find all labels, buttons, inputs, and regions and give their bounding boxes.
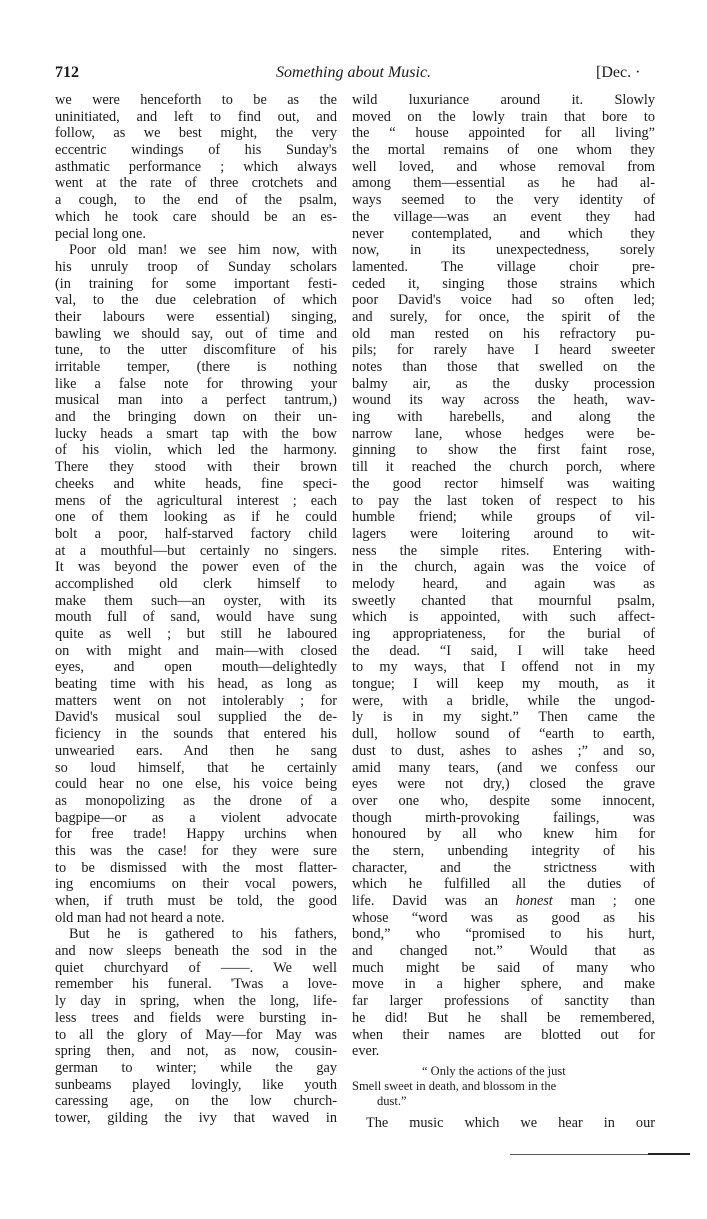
- text-line: [352, 326, 655, 343]
- line-text: over one who, despite some innocent,: [352, 792, 655, 809]
- text-line: [352, 192, 655, 209]
- line-text: till it reached the church porch, where: [352, 459, 655, 476]
- line-text: when their names are blotted out for: [352, 1026, 655, 1043]
- left-column: [55, 92, 337, 1127]
- line-text: beating time with his head, as long as: [55, 676, 337, 693]
- line-text: to all the glory of May—for May was: [55, 1026, 337, 1043]
- text-line: [55, 860, 337, 877]
- text-line: [55, 276, 337, 293]
- text-line: [55, 142, 337, 159]
- text-line: [352, 442, 655, 459]
- text-line: [352, 643, 655, 660]
- line-text: the “ house appointed for all living”: [352, 125, 655, 142]
- text-line: [55, 760, 337, 777]
- line-text: a cough, to the end of the psalm,: [55, 192, 337, 209]
- line-text: were, with a bridle, while the ungod-: [352, 692, 655, 709]
- line-text: of his violin, which led the harmony.: [55, 442, 337, 459]
- text-line: [55, 493, 337, 510]
- text-line: [352, 309, 655, 326]
- text-line: [352, 276, 655, 293]
- line-text: honoured by all who knew him for: [352, 826, 655, 843]
- line-text: to be dismissed with the most flatter-: [55, 859, 337, 876]
- line-text: sunbeams played lovingly, like youth: [55, 1076, 337, 1093]
- line-text: poor David's voice had so often led;: [352, 292, 655, 309]
- text-line: [55, 593, 337, 610]
- text-line: [55, 893, 337, 910]
- line-text: bagpipe—or as a violent advocate: [55, 809, 337, 826]
- text-line: [55, 376, 337, 393]
- line-text: narrow lane, whose hedges were be-: [352, 425, 655, 442]
- line-text: melody heard, and again was as: [352, 575, 655, 592]
- text-line: [352, 776, 655, 793]
- text-line: [55, 576, 337, 593]
- line-text: There they stood with their brown: [55, 459, 337, 476]
- text-line: [55, 960, 337, 977]
- quote-line: [352, 1094, 655, 1109]
- text-line: [352, 1010, 655, 1027]
- line-text: dull, hollow sound of “earth to earth,: [352, 726, 655, 743]
- line-text: mouth full of sand, would have sung: [55, 609, 337, 626]
- line-text: whose “word was as good as his: [352, 909, 655, 926]
- text-line: [55, 1060, 337, 1077]
- line-text: to pay the last token of respect to his: [352, 492, 655, 509]
- line-text: ing with harebells, and along the: [352, 409, 655, 426]
- line-text: matters went on not intolerably ; for: [55, 692, 337, 709]
- line-text: dust.”: [377, 1093, 407, 1108]
- line-text: among them—essential as he had al-: [352, 175, 655, 192]
- text-line: [352, 226, 655, 243]
- quote-line: [352, 1079, 655, 1094]
- line-text: ginning to show the first faint rose,: [352, 442, 655, 459]
- line-text: wild luxuriance around it. Slowly: [352, 92, 655, 108]
- text-line: [352, 1027, 655, 1044]
- text-line: [55, 709, 337, 726]
- line-text: which he fulfilled all the duties of: [352, 876, 655, 893]
- line-text: mens of the agricultural interest ; each: [55, 492, 337, 509]
- text-line: [55, 359, 337, 376]
- line-text: though mirth-provoking failings, was: [352, 809, 655, 826]
- text-line: [352, 175, 655, 192]
- line-text: eccentric windings of his Sunday's: [55, 142, 337, 159]
- text-line: [55, 442, 337, 459]
- line-text: the dead. “I said, I will take heed: [352, 642, 655, 659]
- text-line: [55, 1110, 337, 1127]
- text-line: [55, 509, 337, 526]
- line-text: like a false note for throwing your: [55, 375, 337, 392]
- text-line: [352, 760, 655, 777]
- line-text: could hear no one else, his voice being: [55, 776, 337, 793]
- line-text: balmy air, as the dusky procession: [352, 375, 655, 392]
- line-text: humble friend; while groups of vil-: [352, 509, 655, 526]
- text-line: [55, 392, 337, 409]
- text-line: [55, 342, 337, 359]
- line-text: It was beyond the power even of the: [55, 559, 337, 576]
- text-line: [55, 676, 337, 693]
- text-line: [55, 726, 337, 743]
- line-text: ceded it, singing those strains which: [352, 275, 655, 292]
- text-line: [352, 242, 655, 259]
- line-text: now, in its unexpectedness, sorely: [352, 242, 655, 259]
- text-line: [352, 659, 655, 676]
- line-text: unwearied ears. And then he sang: [55, 742, 337, 759]
- line-text: the stern, unbending integrity of his: [352, 842, 655, 859]
- text-line: [55, 1010, 337, 1027]
- text-line: [352, 843, 655, 860]
- line-text: when, if truth must be told, the good: [55, 893, 337, 909]
- line-text: quite as well ; but still he laboured: [55, 626, 337, 642]
- line-text: spring then, and not, as now, cousin-: [55, 1043, 337, 1060]
- text-line: [55, 543, 337, 560]
- line-text: make them such—an oyster, with its: [55, 592, 337, 609]
- line-text: life. David was an: [352, 893, 516, 909]
- line-text: much might be said of many who: [352, 959, 655, 976]
- line-text: The music which we hear in our: [366, 1114, 655, 1131]
- text-line: [352, 709, 655, 726]
- quote-line: [352, 1064, 655, 1079]
- text-line: [352, 159, 655, 176]
- text-line: [352, 693, 655, 710]
- text-line: [352, 209, 655, 226]
- line-text: ever.: [352, 1043, 380, 1060]
- text-line: [352, 576, 655, 593]
- line-text: as monopolizing as the drone of a: [55, 792, 337, 809]
- text-line: [55, 175, 337, 192]
- text-line: [352, 509, 655, 526]
- text-line: [55, 559, 337, 576]
- text-line: [352, 476, 655, 493]
- text-line: [55, 626, 337, 643]
- right-column: [352, 92, 655, 1132]
- text-line: [352, 826, 655, 843]
- line-text: Smell sweet in death, and blossom in the: [352, 1078, 557, 1093]
- text-line: [352, 342, 655, 359]
- running-date: [Dec. ·: [596, 64, 641, 81]
- line-text: val, to the due celebration of which: [55, 292, 337, 309]
- text-line: [352, 1115, 655, 1132]
- text-line: [352, 526, 655, 543]
- line-text: the good rector himself was waiting: [352, 475, 655, 492]
- text-line: [352, 910, 655, 927]
- line-text: bond,” who “promised to his hurt,: [352, 926, 655, 943]
- line-text: went at the rate of three crotchets and: [55, 175, 337, 192]
- line-text: and changed not.” Would that as: [352, 943, 655, 960]
- line-text: he did! But he shall be remembered,: [352, 1009, 655, 1026]
- line-text: ly is in my sight.” Then came the: [352, 709, 655, 726]
- line-text: his unruly troop of Sunday scholars: [55, 258, 337, 275]
- line-text: eyes, and open mouth—delightedly: [55, 659, 337, 676]
- line-text: ly day in spring, when the long, life-: [55, 993, 337, 1010]
- text-line: [352, 559, 655, 576]
- text-line: [352, 993, 655, 1010]
- line-text: ness the simple rites. Entering with-: [352, 542, 655, 559]
- running-title: Something about Music.: [275, 64, 432, 81]
- text-line: [55, 810, 337, 827]
- text-line: [352, 292, 655, 309]
- line-text: cheeks and white heads, fine speci-: [55, 475, 337, 492]
- line-text: ing encomiums on their vocal powers,: [55, 876, 337, 893]
- line-text: musical man into a perfect tantrum,): [55, 392, 337, 409]
- line-text: sweetly chanted that mournful psalm,: [352, 592, 655, 609]
- text-line: [352, 125, 655, 142]
- line-text: man ; one: [552, 893, 655, 909]
- text-line: [55, 910, 337, 927]
- text-line: [55, 743, 337, 760]
- text-line: [55, 459, 337, 476]
- line-text: notes than those that swelled on the: [352, 359, 655, 375]
- line-text: pecial long one.: [55, 225, 146, 242]
- line-text: tongue; I will keep my mouth, as it: [352, 676, 655, 693]
- text-line: [55, 943, 337, 960]
- line-text: their labours were essential) singing,: [55, 308, 337, 325]
- text-line: [352, 609, 655, 626]
- line-text: ways seemed to the very identity of: [352, 192, 655, 209]
- line-text: quiet churchyard of ——. We well: [55, 959, 337, 976]
- line-text: bawling we should say, out of time and: [55, 325, 337, 342]
- text-line: [55, 1043, 337, 1060]
- text-line: [352, 426, 655, 443]
- line-text: ficiency in the sounds that entered his: [55, 726, 337, 743]
- line-text: David's musical soul supplied the de-: [55, 709, 337, 726]
- text-line: [55, 926, 337, 943]
- text-line: [55, 242, 337, 259]
- text-line: [352, 926, 655, 943]
- page-number: 712: [55, 64, 79, 81]
- text-line: [55, 659, 337, 676]
- text-line: [352, 493, 655, 510]
- line-text: lamented. The village choir pre-: [352, 258, 655, 275]
- line-text: move in a higher sphere, and make: [352, 976, 655, 993]
- text-line: [352, 960, 655, 977]
- text-line: [55, 292, 337, 309]
- text-line: [352, 142, 655, 159]
- line-text: one of them looking as if he could: [55, 509, 337, 526]
- line-text: character, and the strictness with: [352, 859, 655, 876]
- text-line: [55, 526, 337, 543]
- line-text: which is appointed, with such affect-: [352, 609, 655, 626]
- line-text: so loud himself, that he certainly: [55, 759, 337, 776]
- text-line: [352, 359, 655, 376]
- line-text: on with might and main—with closed: [55, 642, 337, 659]
- text-line: [55, 1093, 337, 1110]
- text-line: [352, 743, 655, 760]
- text-line: [55, 426, 337, 443]
- line-text: we were henceforth to be as the: [55, 92, 337, 108]
- text-line: [55, 793, 337, 810]
- line-text: irritable temper, (there is nothing: [55, 359, 337, 375]
- text-line: [352, 793, 655, 810]
- line-text: tower, gilding the ivy that waved in: [55, 1109, 337, 1126]
- text-line: [352, 109, 655, 126]
- text-line: [55, 693, 337, 710]
- text-line: [352, 543, 655, 560]
- text-line: [55, 192, 337, 209]
- text-line: [55, 109, 337, 126]
- italic-text: honest: [515, 893, 553, 909]
- line-text: for free trade! Happy urchins when: [55, 826, 337, 843]
- text-line: [352, 943, 655, 960]
- line-text: follow, as we best might, the very: [55, 125, 337, 142]
- text-line: [352, 409, 655, 426]
- text-line: [352, 976, 655, 993]
- line-text: never contemplated, and which they: [352, 225, 655, 242]
- text-line: [55, 876, 337, 893]
- line-text: to my ways, that I offend not in my: [352, 659, 655, 676]
- text-line: [352, 376, 655, 393]
- line-text: the mortal remains of one whom they: [352, 142, 655, 159]
- text-line: [55, 843, 337, 860]
- line-text: at a mouthful—but certainly no singers.: [55, 542, 337, 559]
- line-text: and now sleeps beneath the sod in the: [55, 943, 337, 960]
- text-line: [55, 326, 337, 343]
- text-line: [55, 776, 337, 793]
- line-text: this was the case! for they were sure: [55, 842, 337, 859]
- text-line: [55, 643, 337, 660]
- text-line: [352, 726, 655, 743]
- text-line: [352, 810, 655, 827]
- line-text: well loved, and whose removal from: [352, 158, 655, 175]
- text-line: [55, 976, 337, 993]
- text-line: [352, 876, 655, 893]
- text-line: [352, 893, 655, 910]
- line-text: wound its way across the heath, wav-: [352, 392, 655, 409]
- text-line: [352, 392, 655, 409]
- line-text: less trees and fields were bursting in-: [55, 1009, 337, 1026]
- line-text: uninitiated, and left to find out, and: [55, 108, 337, 125]
- line-text: the village—was an event they had: [352, 208, 655, 225]
- text-line: [55, 609, 337, 626]
- text-line: [55, 159, 337, 176]
- text-line: [352, 860, 655, 877]
- text-line: [352, 676, 655, 693]
- text-line: [352, 626, 655, 643]
- text-line: [55, 476, 337, 493]
- line-text: old man had not heard a note.: [55, 909, 225, 926]
- line-text: ing appropriateness, for the burial of: [352, 626, 655, 642]
- text-line: [55, 309, 337, 326]
- line-text: caressing age, on the low church-: [55, 1093, 337, 1110]
- line-text: bolt a poor, half-starved factory child: [55, 525, 337, 542]
- footer-rule-mark: [648, 1153, 690, 1155]
- line-text: which he took care should be an es-: [55, 208, 337, 225]
- text-line: [55, 92, 337, 109]
- line-text: moved on the lowly train that bore to: [352, 108, 655, 125]
- line-text: old man rested on his refractory pu-: [352, 325, 655, 342]
- text-line: [55, 409, 337, 426]
- text-line: [352, 92, 655, 109]
- text-line: [55, 826, 337, 843]
- text-line: [352, 259, 655, 276]
- line-text: and the bringing down on their un-: [55, 409, 337, 426]
- line-text: far larger professions of sanctity than: [352, 993, 655, 1010]
- line-text: Poor old man! we see him now, with: [69, 242, 337, 259]
- line-text: eyes were not dry,) closed the grave: [352, 776, 655, 793]
- text-line: [352, 593, 655, 610]
- line-text: pils; for rarely have I heard sweeter: [352, 342, 655, 359]
- line-text: in the church, again was the voice of: [352, 559, 655, 576]
- text-line: [352, 459, 655, 476]
- text-line: [55, 993, 337, 1010]
- line-text: remember his funeral. 'Twas a love-: [55, 976, 337, 993]
- line-text: tune, to the utter discomfiture of his: [55, 342, 337, 359]
- line-text: lucky heads a smart tap with the bow: [55, 425, 337, 442]
- text-line: [352, 1043, 655, 1060]
- text-line: [55, 209, 337, 226]
- line-text: lagers were loitering around to wit-: [352, 525, 655, 542]
- line-text: amid many tears, (and we confess our: [352, 759, 655, 776]
- text-line: [55, 226, 337, 243]
- line-text: accomplished old clerk himself to: [55, 575, 337, 592]
- line-text: “ Only the actions of the just: [422, 1063, 566, 1078]
- line-text: german to winter; while the gay: [55, 1059, 337, 1076]
- text-line: [55, 125, 337, 142]
- text-line: [55, 259, 337, 276]
- line-text: But he is gathered to his fathers,: [69, 926, 337, 943]
- text-line: [55, 1077, 337, 1094]
- line-text: and surely, for once, the spirit of the: [352, 308, 655, 325]
- line-text: asthmatic performance ; which always: [55, 158, 337, 175]
- text-line: [55, 1027, 337, 1044]
- line-text: dust to dust, ashes to ashes ;” and so,: [352, 742, 655, 759]
- line-text: (in training for some important festi-: [55, 275, 337, 292]
